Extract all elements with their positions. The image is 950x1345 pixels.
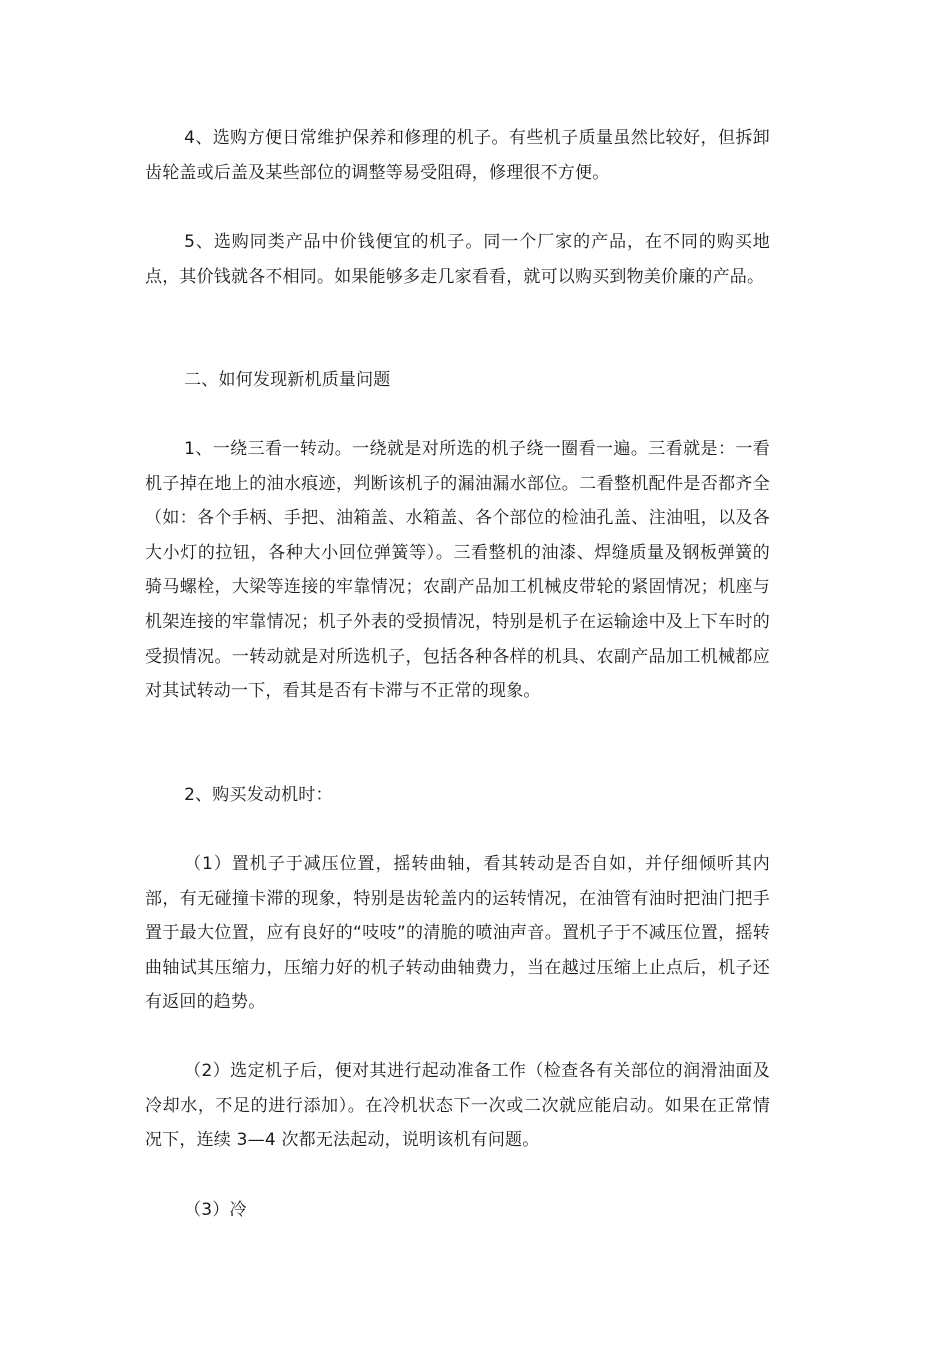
paragraph-subitem-3: （3）冷 bbox=[184, 1200, 247, 1220]
paragraph-item-1: 1、一绕三看一转动。一绕就是对所选的机子绕一圈看一遍。三看就是：一看机子掉在地上的油水痕迹，判断该机子的漏油漏水部位。二看整机配件是否都齐全（如：各个手柄、手把、油箱盖、水箱盖、各个部位的检油孔盖、注油咀，以及各大小灯的拉钮，各种大小回位弹簧等）。三看整机的油漆、焊缝质量及钢板弹簧的骑马螺栓，大梁等连接的牢靠情况；农副产品加工机械皮带轮的紧固情况；机座与机架连接的牢靠情况；机子外表的受损情况，特别是机子在运输途中及上下车时的受损情况。一转动就是对所选机子，包括各种各样的机具、农副产品加工机械都应对其试转动一下，看其是否有卡滞与不正常的现象。 bbox=[145, 439, 770, 702]
paragraph-item-2: 2、购买发动机时： bbox=[184, 785, 333, 805]
paragraph-item-5: 5、选购同类产品中价钱便宜的机子。同一个厂家的产品，在不同的购买地点，其价钱就各不相同。如果能够多走几家看看，就可以购买到物美价廉的产品。 bbox=[145, 232, 770, 287]
section-heading: 二、如何发现新机质量问题 bbox=[184, 370, 391, 390]
paragraph-item-4: 4、选购方便日常维护保养和修理的机子。有些机子质量虽然比较好，但拆卸齿轮盖或后盖及某些部位的调整等易受阻碍，修理很不方便。 bbox=[145, 128, 770, 183]
paragraph-subitem-1: （1）置机子于减压位置，摇转曲轴，看其转动是否自如，并仔细倾听其内部，有无碰撞卡滞的现象，特别是齿轮盖内的运转情况，在油管有油时把油门把手置于最大位置，应有良好的“吱吱”的清脆的喷油声音。置机子于不减压位置，摇转曲轴试其压缩力，压缩力好的机子转动曲轴费力，当在越过压缩上止点后，机子还有返回的趋势。 bbox=[145, 854, 770, 1013]
paragraph-subitem-2: （2）选定机子后，便对其进行起动准备工作（检查各有关部位的润滑油面及冷却水，不足的进行添加）。在冷机状态下一次或二次就应能启动。如果在正常情况下，连续 3—4 次都无法起动，说明该机有问题。 bbox=[145, 1061, 770, 1151]
